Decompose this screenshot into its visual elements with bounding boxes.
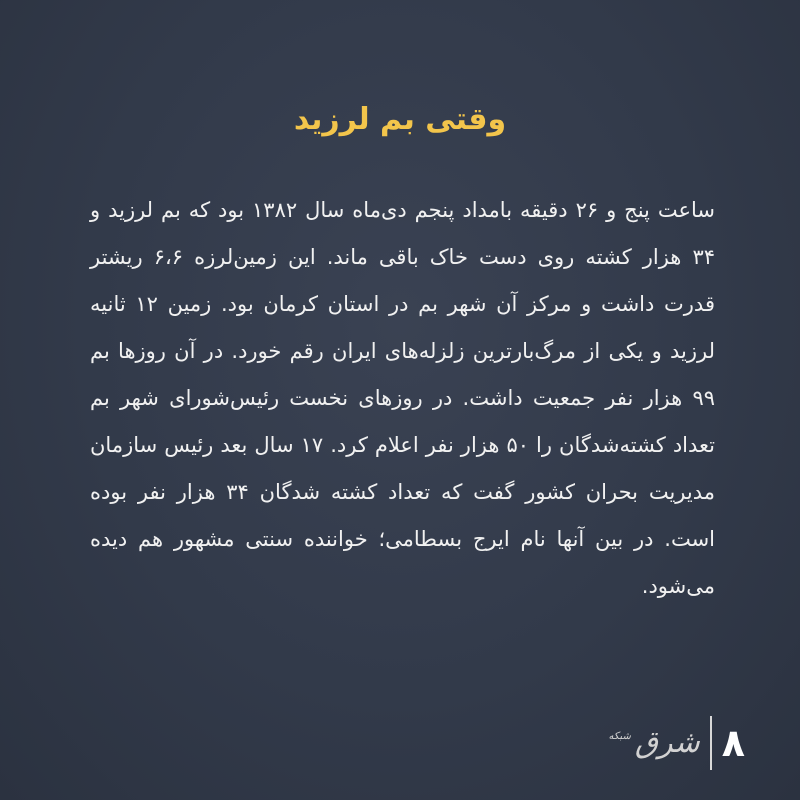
logo-text: شرق — [634, 725, 700, 760]
article-title: وقتی بم لرزید — [293, 102, 507, 137]
logo-subtext: شبکه — [608, 731, 631, 742]
footer-divider — [710, 716, 712, 770]
brand-logo — [609, 725, 700, 761]
article-body: ساعت پنج و ۲۶ دقیقه بامداد پنجم دی‌ماه سال ۱۳۸۲ بود که بم لرزید و ۳۴ هزار کشته روی دست خاک باقی ماند. این زمین‌لرزه ۶،۶ ریشتر قدرت داشت و مرکز آن شهر بم در استان کرمان بود. زمین ۱۲ ثانیه لرزید و یکی از مرگ‌بارترین زلزله‌های ایران رقم خورد. در آن روزها بم ۹۹ هزار نفر جمعیت داشت. در روزهای نخست رئیس‌شورای شهر بم تعداد کشته‌شدگان را ۵۰ هزار نفر اعلام کرد. ۱۷ سال بعد رئیس سازمان مدیریت بحران کشور گفت که تعداد کشته شدگان ۳۴ هزار نفر بوده است. در بین آنها نام ایرج بسطامی؛ خواننده سنتی مشهور هم دیده می‌شود. — [90, 198, 716, 598]
page-number: ۸ — [721, 721, 745, 765]
footer — [609, 716, 745, 770]
